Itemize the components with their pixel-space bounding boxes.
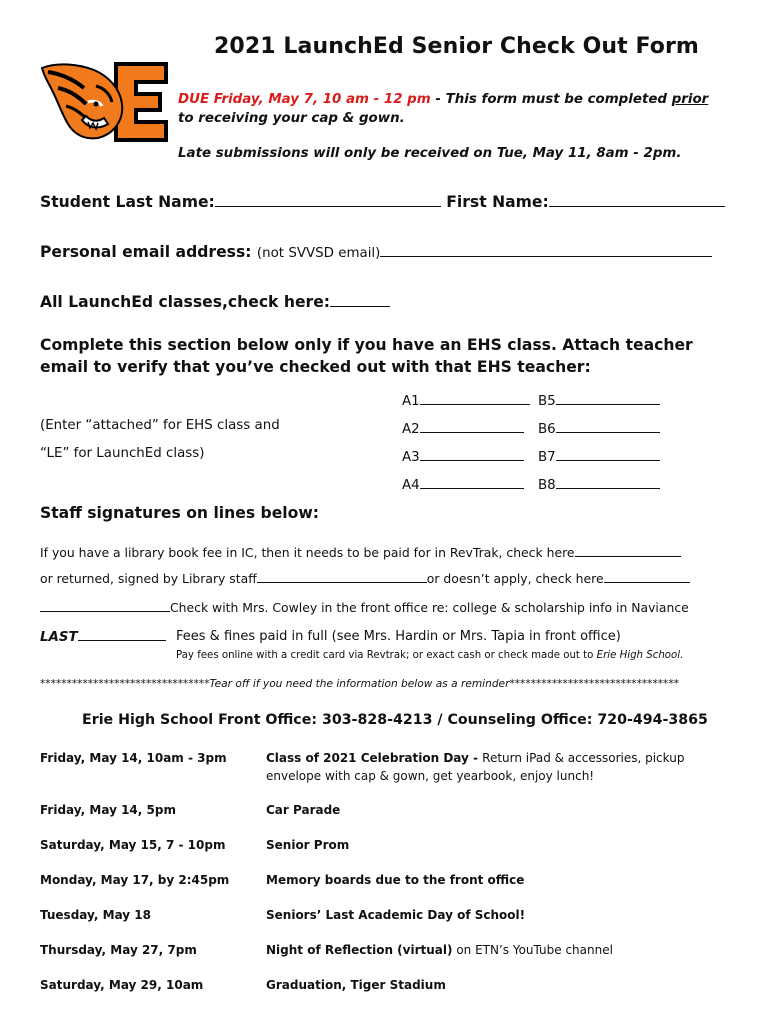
library-signature-line[interactable]: [257, 570, 427, 583]
period-b7-input[interactable]: [556, 446, 660, 461]
due-notice: DUE Friday, May 7, 10 am - 12 pm - This form must be completed prior to receiving your cap & gown.: [178, 92, 709, 126]
schedule-event: Night of Reflection (virtual) on ETN’s YouTube channel: [266, 943, 613, 957]
schedule-event: Seniors’ Last Academic Day of School!: [266, 908, 526, 922]
fees-note: Pay fees online with a credit card via Revtrak; or exact cash or check made out to Erie High School.: [176, 650, 684, 661]
library-na-line[interactable]: [604, 570, 690, 583]
schedule-date: Monday, May 17, by 2:45pm: [40, 873, 230, 887]
tiger-e-logo-icon: [38, 58, 168, 142]
period-b6-input[interactable]: [556, 418, 660, 433]
first-name-input[interactable]: [549, 192, 725, 207]
schedule-event: Senior Prom: [266, 838, 350, 852]
fees-signature-line[interactable]: [78, 628, 166, 641]
last-name-input[interactable]: [215, 192, 441, 207]
period-a4: A4: [402, 474, 524, 493]
email-row: Personal email address: (not SVVSD email): [40, 242, 712, 261]
launched-check-line[interactable]: [330, 292, 390, 307]
cowley-signature-line[interactable]: [40, 599, 170, 612]
ehs-instruction-1: (Enter “attached” for EHS class and: [40, 418, 280, 433]
schedule-event: Graduation, Tiger Stadium: [266, 978, 446, 992]
period-b5: B5: [538, 390, 660, 409]
page-title: 2021 LaunchEd Senior Check Out Form: [214, 34, 699, 59]
launched-row: All LaunchEd classes,check here:: [40, 292, 390, 311]
period-a3-input[interactable]: [420, 446, 524, 461]
email-input[interactable]: [380, 242, 712, 257]
last-name-row: Student Last Name: First Name:: [40, 192, 725, 211]
period-b8-input[interactable]: [556, 474, 660, 489]
period-a2: A2: [402, 418, 524, 437]
fees-text: Fees & fines paid in full (see Mrs. Hardin or Mrs. Tapia in front office): [176, 629, 621, 644]
ehs-instruction-2: “LE” for LaunchEd class): [40, 446, 205, 461]
period-a3: A3: [402, 446, 524, 465]
schedule-date: Saturday, May 29, 10am: [40, 978, 204, 992]
period-a1-input[interactable]: [420, 390, 530, 405]
period-b8: B8: [538, 474, 660, 493]
last-label: LAST: [40, 630, 78, 645]
late-submission-note: Late submissions will only be received on Tue, May 11, 8am - 2pm.: [178, 146, 682, 161]
staff-heading: Staff signatures on lines below:: [40, 504, 319, 522]
schedule-date: Friday, May 14, 10am - 3pm: [40, 751, 227, 765]
period-a1: A1: [402, 390, 530, 409]
library-check-line[interactable]: [575, 544, 681, 557]
schedule-date: Saturday, May 15, 7 - 10pm: [40, 838, 226, 852]
ehs-heading: Complete this section below only if you have an EHS class. Attach teacher email to verify that you’ve checked out with that EHS teacher:: [40, 336, 693, 376]
schedule-date: Tuesday, May 18: [40, 908, 152, 922]
last-row: [40, 628, 166, 645]
library-row-2: or returned, signed by Library staff or doesn’t apply, check here: [40, 570, 690, 586]
period-b6: B6: [538, 418, 660, 437]
schedule-date: Friday, May 14, 5pm: [40, 803, 176, 817]
schedule-event: Car Parade: [266, 803, 341, 817]
period-a2-input[interactable]: [420, 418, 524, 433]
schedule-date: Thursday, May 27, 7pm: [40, 943, 197, 957]
period-b5-input[interactable]: [556, 390, 660, 405]
office-contacts: Erie High School Front Office: 303-828-4213 / Counseling Office: 720-494-3865: [82, 712, 708, 728]
library-row-1: If you have a library book fee in IC, then it needs to be paid for in RevTrak, check here: [40, 544, 681, 560]
due-date: DUE Friday, May 7, 10 am - 12 pm: [178, 92, 431, 107]
period-a4-input[interactable]: [420, 474, 524, 489]
tear-off-line: ********************************Tear off if you need the information below as a reminder********************************: [40, 678, 679, 690]
schedule-event: Class of 2021 Celebration Day - Return iPad & accessories, pickup envelope with cap & gown, get yearbook, enjoy lunch!: [266, 751, 685, 783]
schedule-event: Memory boards due to the front office: [266, 873, 525, 887]
period-b7: B7: [538, 446, 660, 465]
prior-word: prior: [671, 92, 709, 107]
cowley-row: Check with Mrs. Cowley in the front office re: college & scholarship info in Naviance: [40, 599, 689, 615]
